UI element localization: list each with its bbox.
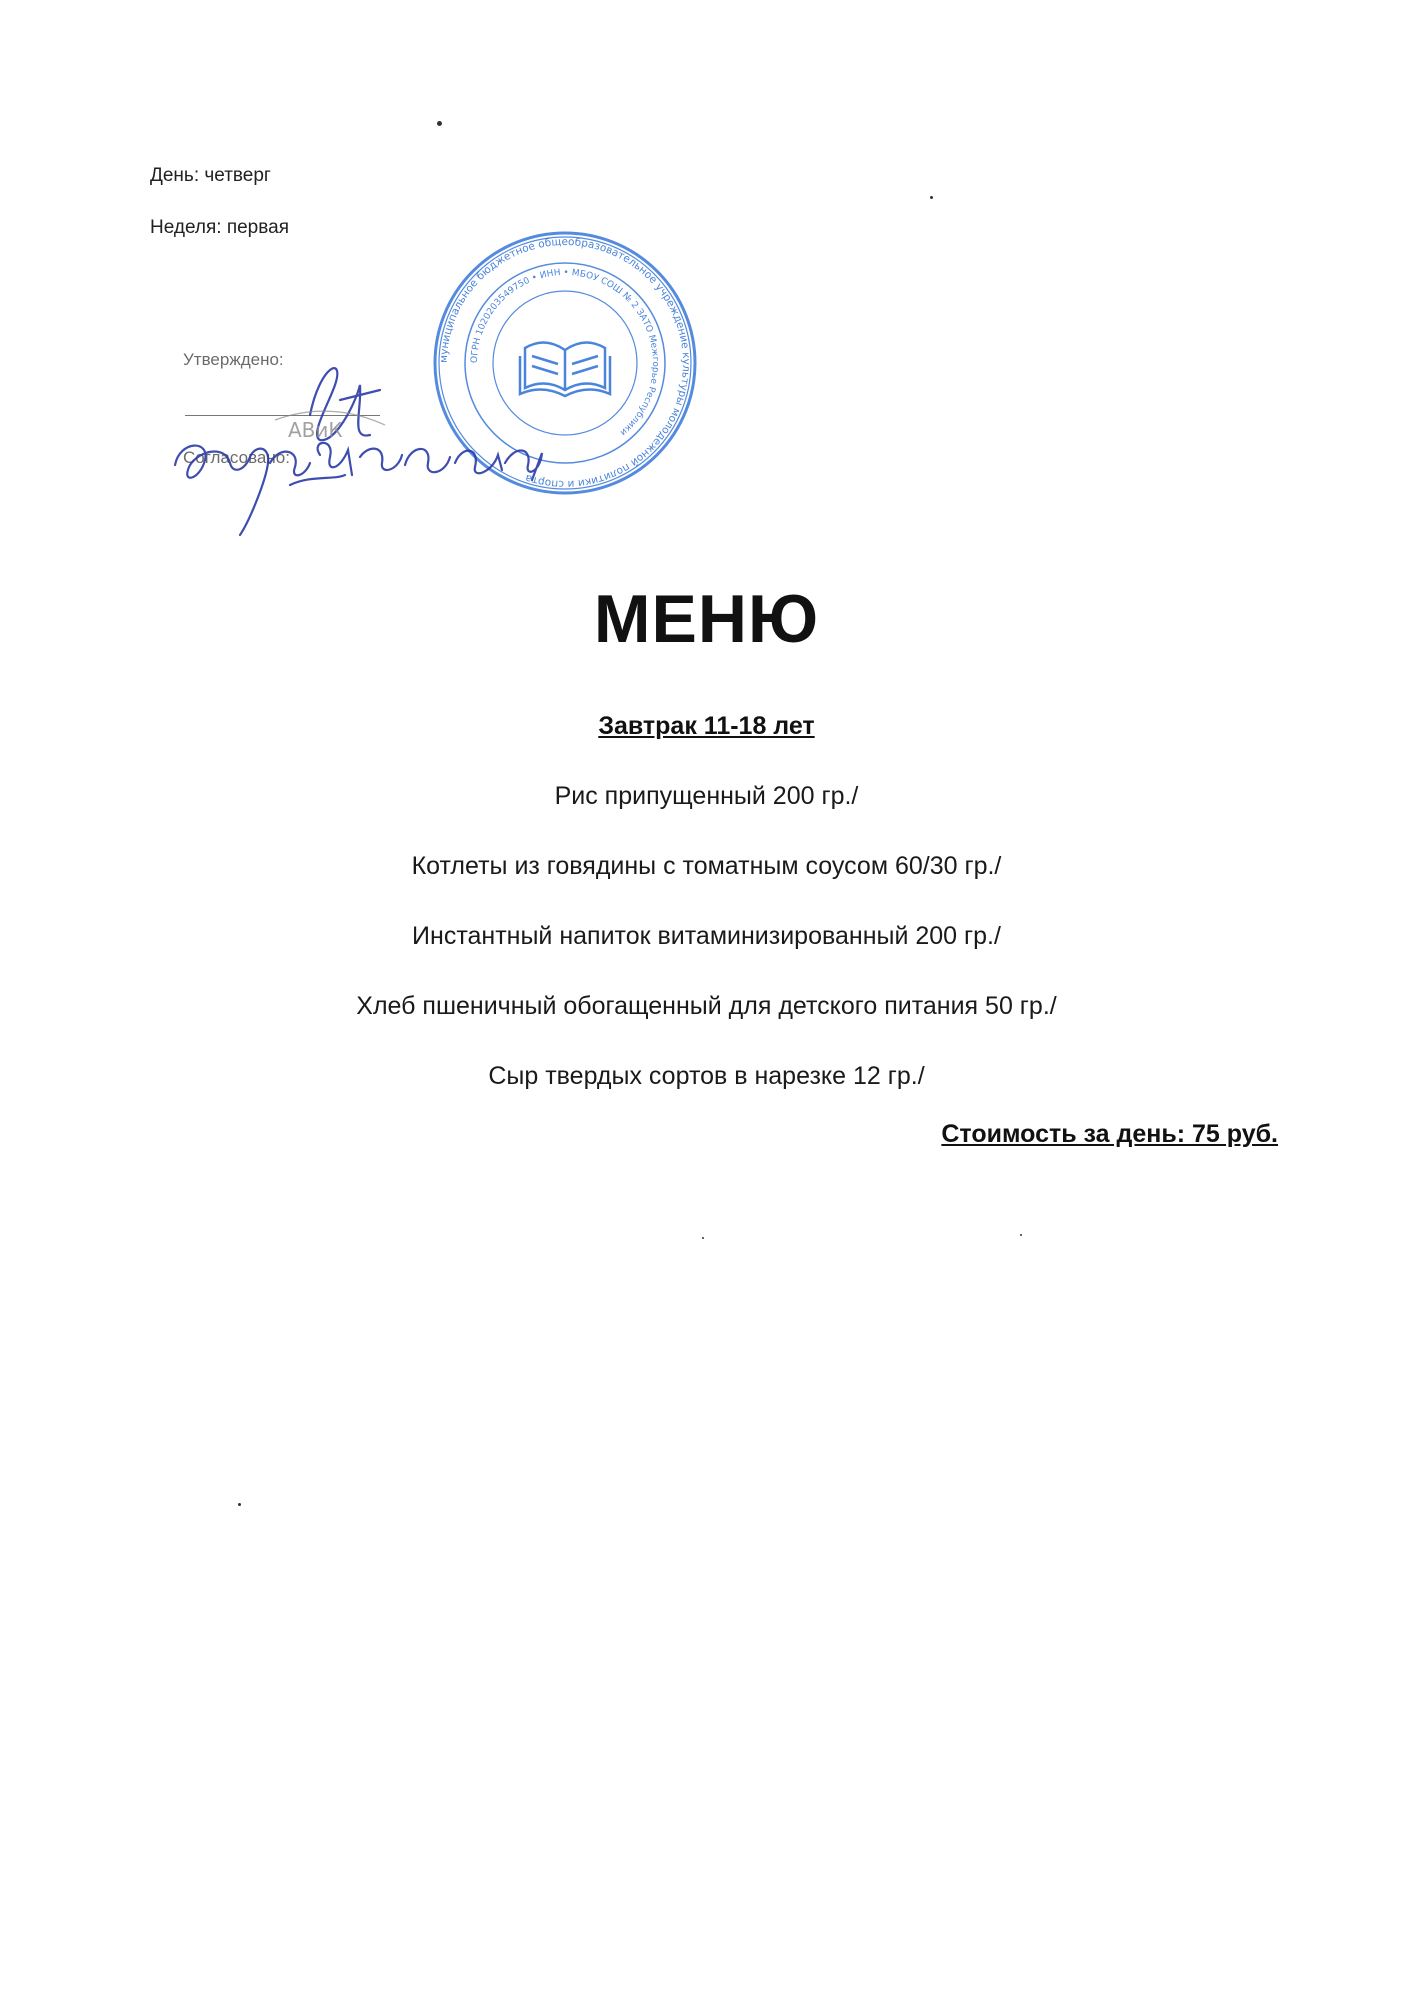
week-label: Неделя: первая [150, 217, 289, 238]
menu-item: Рис припущенный 200 гр./ [554, 782, 859, 810]
section-heading: Завтрак 11-18 лет [598, 712, 815, 740]
scan-speck [437, 121, 442, 126]
page-title: МЕНЮ [593, 581, 820, 657]
scan-speck [1020, 1234, 1022, 1236]
menu-item: Инстантный напиток витаминизированный 200 гр./ [412, 922, 1001, 950]
approved-label: Утверждено: [183, 350, 284, 369]
signature-initials: АВиК [288, 418, 343, 442]
agreed-label: Согласовано: [183, 448, 290, 467]
stamp-outer-text: муниципальное бюджетное общеобразовательное учреждение культуры молодежной политики и спорта [437, 235, 693, 491]
scan-speck [238, 1503, 241, 1506]
menu-item: Хлеб пшеничный обогащенный для детского питания 50 гр./ [356, 992, 1057, 1020]
day-label: День: четверг [150, 165, 271, 186]
scan-speck [930, 196, 933, 199]
handwritten-signature [170, 345, 550, 545]
menu-item: Котлеты из говядины с томатным соусом 60/30 гр./ [411, 852, 1002, 880]
scan-speck [702, 1237, 704, 1239]
daily-cost: Стоимость за день: 75 руб. [941, 1120, 1278, 1148]
stamp-inner-text: ОГРН 1020203549750 • ИНН • МБОУ СОШ № 2 ЗАТО Межгорье Республики [469, 267, 661, 438]
menu-item: Сыр твердых сортов в нарезке 12 гр./ [488, 1062, 925, 1090]
